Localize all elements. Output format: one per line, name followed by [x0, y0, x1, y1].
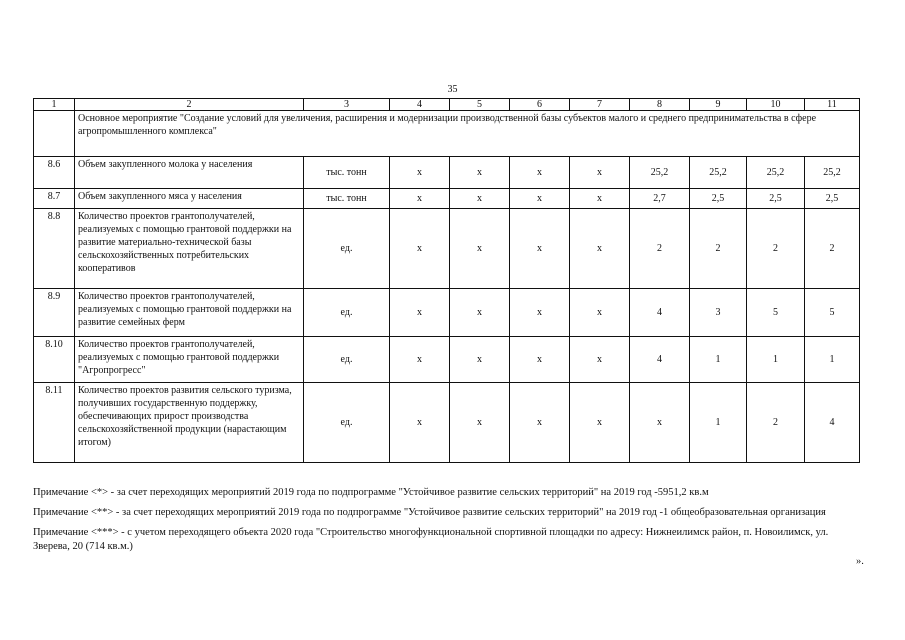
row-value: х — [510, 383, 570, 463]
row-number: 8.8 — [34, 209, 75, 289]
row-value: х — [510, 157, 570, 189]
header-cell: 10 — [747, 99, 805, 111]
row-value: 25,2 — [747, 157, 805, 189]
header-cell: 11 — [805, 99, 860, 111]
row-value: х — [570, 383, 630, 463]
row-value: 25,2 — [630, 157, 690, 189]
row-value: х — [510, 189, 570, 209]
row-value: х — [390, 383, 450, 463]
row-value: 4 — [630, 289, 690, 337]
row-value: 2,5 — [690, 189, 747, 209]
row-value: 2,5 — [805, 189, 860, 209]
row-unit: ед. — [304, 383, 390, 463]
table-row — [34, 337, 860, 383]
row-value: х — [570, 157, 630, 189]
row-value: 2 — [630, 209, 690, 289]
table-header-row — [34, 99, 860, 111]
note-2: Примечание <**> - за счет переходящих мероприятий 2019 года по подпрограмме "Устойчивое развитие сельских территорий" на 2019 год -1 общеобразовательная организация — [33, 507, 826, 518]
row-value: х — [570, 289, 630, 337]
header-cell: 5 — [450, 99, 510, 111]
section-num-cell — [34, 111, 75, 157]
page-number: 35 — [447, 84, 458, 95]
row-value: х — [450, 337, 510, 383]
row-number: 8.7 — [34, 189, 75, 209]
row-value: 5 — [747, 289, 805, 337]
note-1: Примечание <*> - за счет переходящих мероприятий 2019 года по подпрограмме "Устойчивое развитие сельских территорий" на 2019 год -5951,2 кв.м — [33, 487, 709, 498]
row-name: Количество проектов развития сельского туризма, получивших государственную поддержку, обеспечивающих прирост производства сельскохозяйственной продукции (нарастающим итогом) — [75, 383, 304, 463]
row-value: 2,7 — [630, 189, 690, 209]
row-name: Количество проектов грантополучателей, реализуемых с помощью грантовой поддержки на развитие материально-технической базы сельскохозяйственных потребительских кооперативов — [75, 209, 304, 289]
table-row — [34, 209, 860, 289]
row-unit: ед. — [304, 337, 390, 383]
table-row — [34, 157, 860, 189]
table-row — [34, 383, 860, 463]
row-value: х — [450, 383, 510, 463]
table-row — [34, 289, 860, 337]
row-value: х — [390, 189, 450, 209]
note-3: Примечание <***> - с учетом переходящего объекта 2020 года "Строительство многофункциональной спортивной площадки по адресу: Нижнеилимск район, п. Новоилимск, ул. Зверева, 20 (714 кв.м.) — [33, 527, 829, 552]
row-value: 2 — [805, 209, 860, 289]
row-value: 2,5 — [747, 189, 805, 209]
row-number: 8.9 — [34, 289, 75, 337]
row-value: 25,2 — [805, 157, 860, 189]
header-cell: 7 — [570, 99, 630, 111]
row-value: х — [390, 337, 450, 383]
row-value: х — [630, 383, 690, 463]
row-value: 2 — [690, 209, 747, 289]
row-value: х — [390, 209, 450, 289]
header-cell: 3 — [304, 99, 390, 111]
row-unit: тыс. тонн — [304, 189, 390, 209]
row-name: Количество проектов грантополучателей, реализуемых с помощью грантовой поддержки на развитие семейных ферм — [75, 289, 304, 337]
row-value: х — [450, 289, 510, 337]
row-value: х — [450, 157, 510, 189]
row-value: х — [570, 209, 630, 289]
row-unit: тыс. тонн — [304, 157, 390, 189]
row-value: 25,2 — [690, 157, 747, 189]
row-value: 1 — [690, 383, 747, 463]
row-value: 1 — [805, 337, 860, 383]
header-cell: 6 — [510, 99, 570, 111]
header-cell: 9 — [690, 99, 747, 111]
header-cell: 8 — [630, 99, 690, 111]
row-unit: ед. — [304, 289, 390, 337]
header-cell: 4 — [390, 99, 450, 111]
row-unit: ед. — [304, 209, 390, 289]
notes-block — [33, 486, 863, 560]
row-number: 8.10 — [34, 337, 75, 383]
section-row — [34, 111, 860, 157]
row-value: 4 — [805, 383, 860, 463]
row-name: Количество проектов грантополучателей, реализуемых с помощью грантовой поддержки "Агропрогресс" — [75, 337, 304, 383]
row-value: 1 — [747, 337, 805, 383]
row-number: 8.6 — [34, 157, 75, 189]
row-value: х — [510, 209, 570, 289]
row-value: 3 — [690, 289, 747, 337]
row-value: х — [510, 289, 570, 337]
table-row — [34, 189, 860, 209]
closing-quote: ». — [856, 556, 864, 567]
row-value: 1 — [690, 337, 747, 383]
row-value: х — [510, 337, 570, 383]
row-number: 8.11 — [34, 383, 75, 463]
row-value: х — [450, 209, 510, 289]
row-value: 2 — [747, 383, 805, 463]
row-name: Объем закупленного мяса у населения — [75, 189, 304, 209]
header-cell: 1 — [34, 99, 75, 111]
indicators-table — [33, 98, 860, 463]
row-value: х — [390, 157, 450, 189]
row-value: х — [390, 289, 450, 337]
row-name: Объем закупленного молока у населения — [75, 157, 304, 189]
header-cell: 2 — [75, 99, 304, 111]
row-value: 4 — [630, 337, 690, 383]
row-value: 2 — [747, 209, 805, 289]
row-value: х — [570, 189, 630, 209]
row-value: х — [450, 189, 510, 209]
row-value: х — [570, 337, 630, 383]
row-value: 5 — [805, 289, 860, 337]
section-title: Основное мероприятие "Создание условий для увеличения, расширения и модернизации производственной базы субъектов малого и среднего предпринимательства в сфере агропромышленного комплекса" — [75, 111, 860, 157]
